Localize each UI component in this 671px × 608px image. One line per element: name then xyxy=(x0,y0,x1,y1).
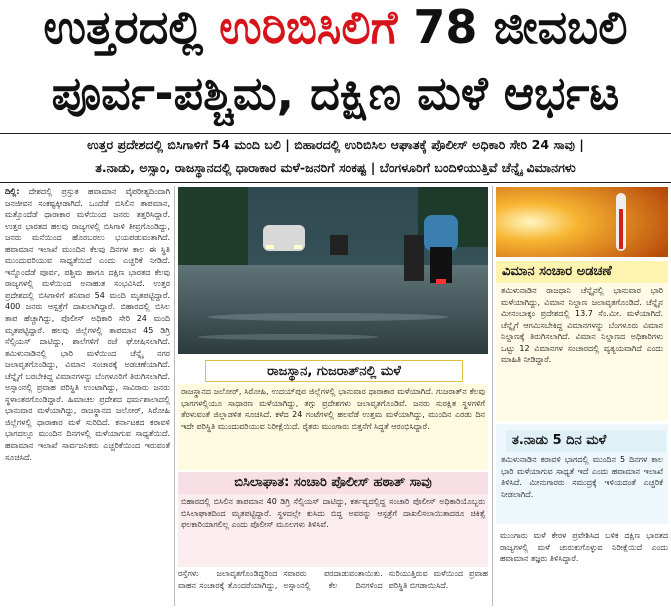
dateline: ದಿಲ್ಲಿ: xyxy=(5,187,20,196)
tn-rain-title: ತ.ನಾಡು 5 ದಿನ ಮಳೆ xyxy=(506,430,666,452)
headline-part-1: ಉತ್ತರದಲ್ಲಿ xyxy=(43,0,204,54)
column-divider xyxy=(492,186,493,606)
headline-red-word: ಉರಿಬಿಸಿಲಿಗೆ xyxy=(219,0,398,54)
flight-disruption-box xyxy=(496,261,668,421)
column-divider xyxy=(174,186,175,606)
deck-line-1: ಉತ್ತರ ಪ್ರದೇಶದಲ್ಲಿ ಬಿಸಿಗಾಳಿಗೆ 54 ಮಂದಿ ಬಲಿ | ಬಿಹಾರದಲ್ಲಿ ಉರಿಬಿಸಿಲ ಆಘಾತಕ್ಕೆ ಪೊಲೀಸ್ ಅಧಿಕಾರಿ ಸೇರಿ 24 ಸಾವು | xyxy=(87,137,584,152)
headline-line-2: ಪೂರ್ವ-ಪಶ್ಚಿಮ, ದಕ್ಷಿಣ ಮಳೆ ಆರ್ಭಟ xyxy=(51,66,620,120)
flight-disruption-title: ವಿಮಾನ ಸಂಚಾರ ಅಡಚಣೆ xyxy=(496,261,668,283)
rule-top xyxy=(0,133,671,134)
heatstroke-title: ಬಿಸಿಲಾಘಾತ: ಸಂಚಾರಿ ಪೊಲೀಸ್ ಹಠಾತ್ ಸಾವು xyxy=(178,472,488,494)
flooded-street-photo xyxy=(178,187,488,354)
monsoon-story-text: ಮುಂಗಾರು ಮಳೆ ಕೇರಳ ಪ್ರವೇಶಿಸಿದ ಬಳಿಕ ದಕ್ಷಿಣ ಭಾರತದ ರಾಜ್ಯಗಳಲ್ಲಿ ಮಳೆ ಚುರುಕುಗೊಳ್ಳುವ ನಿರೀಕ್ಷೆಯಿದೆ ಎಂದು ಹವಾಮಾನ ತಜ್ಞರು ತಿಳಿಸಿದ್ದಾರೆ. xyxy=(500,531,668,564)
headline-part-2: 78 ಜೀವಬಲಿ xyxy=(413,0,628,54)
lead-story-text: ದೇಶದಲ್ಲಿ ಪ್ರಸ್ತುತ ಹವಾಮಾನ ವೈಪರೀತ್ಯದಿಂದಾಗಿ ಜನಜೀವನ ಸಂಕಷ್ಟಕ್ಕೀಡಾಗಿದೆ. ಒಂದೆಡೆ ಬಿಸಿಲಿನ ತಾಪಮಾನ, ಮತ್ತೊಂದೆಡೆ ಧಾರಾಕಾರ ಮಳೆಯಿಂದ ಜನರು ತತ್ತರಿಸಿದ್ದಾರೆ. ಉತ್ತರ ಭಾರತದ ಹಲವು ರಾಜ್ಯಗಳಲ್ಲಿ ಬಿಸಿಗಾಳಿ ತೀವ್ರಗೊಂಡಿದ್ದು, ಜನರು ಮನೆಯಿಂದ ಹೊರಬರಲು ಭಯಪಡುವಂತಾಗಿದೆ. ಹವಾಮಾನ ಇಲಾಖೆ ಮುಂದಿನ ಕೆಲವು ದಿನಗಳ ಕಾಲ ಈ ಸ್ಥಿತಿ ಮುಂದುವರಿಯುವ ಸಾಧ್ಯತೆಯಿದೆ ಎಂದು ಎಚ್ಚರಿಕೆ ನೀಡಿದೆ. ಇನ್ನೊಂದೆಡೆ ಪೂರ್ವ, ಪಶ್ಚಿಮ ಹಾಗೂ ದಕ್ಷಿಣ ಭಾರತದ ಕೆಲವು ರಾಜ್ಯಗಳಲ್ಲಿ ಮಳೆಯಿಂದ ಅನಾಹುತ ಸಂಭವಿಸಿದೆ. ಉತ್ತರ ಪ್ರದೇಶದಲ್ಲಿ ಬಿಸಿಗಾಳಿಗೆ ಶನಿವಾರ 54 ಮಂದಿ ಮೃತಪಟ್ಟಿದ್ದಾರೆ. 400 ಜನರು ಆಸ್ಪತ್ರೆಗೆ ದಾಖಲಾಗಿದ್ದಾರೆ. ಬಿಹಾರದಲ್ಲಿ ಬಿಸಿಲ ತಾಪ ಹೆಚ್ಚಾಗಿದ್ದು, ಪೊಲೀಸ್ ಅಧಿಕಾರಿ ಸೇರಿ 24 ಮಂದಿ ಮೃತಪಟ್ಟಿದ್ದಾರೆ. ಹಲವು ಜಿಲ್ಲೆಗಳಲ್ಲಿ ತಾಪಮಾನ 45 ಡಿಗ್ರಿ ಸೆಲ್ಸಿಯಸ್ ದಾಟಿದ್ದು, ಶಾಲೆಗಳಿಗೆ ರಜೆ ಘೋಷಿಸಲಾಗಿದೆ. ತಮಿಳುನಾಡಿನಲ್ಲಿ ಭಾರಿ ಮಳೆಯಿಂದ ಚೆನ್ನೈ ನಗರ ಜಲಾವೃತಗೊಂಡಿದ್ದು, ವಿಮಾನ ಸಂಚಾರಕ್ಕೆ ಅಡಚಣೆಯಾಗಿದೆ. ಚೆನ್ನೈಗೆ ಬರಬೇಕಿದ್ದ ವಿಮಾನಗಳನ್ನು ಬೆಂಗಳೂರಿಗೆ ತಿರುಗಿಸಲಾಗಿದೆ. ಅಸ್ಸಾಂನಲ್ಲಿ ಪ್ರವಾಹ ಪರಿಸ್ಥಿತಿ ಉಂಟಾಗಿದ್ದು, ಸಾವಿರಾರು ಜನರು ಸ್ಥಳಾಂತರಗೊಂಡಿದ್ದಾರೆ. ಹಿಮಾಚಲ ಪ್ರದೇಶದ ಧರ್ಮಶಾಲಾದಲ್ಲಿ ಭಾನುವಾರ ಮಳೆಯಾಗಿದ್ದು, ರಾಜಸ್ಥಾನದ ಜಲೋರ್, ಸಿರೋಹಿ ಜಿಲ್ಲೆಗಳಲ್ಲಿ ಧಾರಾಕಾರ ಮಳೆ ಸುರಿದಿದೆ. ಕರ್ನಾಟಕದ ಕರಾವಳಿ ಭಾಗದಲ್ಲೂ ಮುಂದಿನ ದಿನಗಳಲ್ಲಿ ಮಳೆಯಾಗುವ ಸಾಧ್ಯತೆಯಿದೆ. ಹವಾಮಾನ ಇಲಾಖೆ ಸಾರ್ವಜನಿಕರು ಎಚ್ಚರಿಕೆಯಿಂದ ಇರುವಂತೆ ಸೂಚಿಸಿದೆ. xyxy=(5,187,170,462)
heatstroke-box xyxy=(178,472,488,567)
rajasthan-rain-text: ರಾಜಸ್ಥಾನದ ಜಲೋರ್, ಸಿರೋಹಿ, ಉದಯ್‌ಪುರ ಜಿಲ್ಲೆಗಳಲ್ಲಿ ಭಾನುವಾರ ಧಾರಾಕಾರ ಮಳೆಯಾಗಿದೆ. ಗುಜರಾತ್‌ನ ಕೆಲವು ಭಾಗಗಳಲ್ಲಿಯೂ ಸಾಧಾರಣ ಮಳೆಯಾಗಿದ್ದು, ತಗ್ಗು ಪ್ರದೇಶಗಳು ಜಲಾವೃತಗೊಂಡಿವೆ. ಜನರು ಸುರಕ್ಷಿತ ಸ್ಥಳಗಳಿಗೆ ತೆರಳುವಂತೆ ಜಿಲ್ಲಾಡಳಿತ ಸೂಚಿಸಿದೆ. ಕಳೆದ 24 ಗಂಟೆಗಳಲ್ಲಿ ಹಲವೆಡೆ ಉತ್ತಮ ಮಳೆಯಾಗಿದ್ದು, ಮುಂದಿನ ಎರಡು ದಿನ ಇದೇ ಪರಿಸ್ಥಿತಿ ಮುಂದುವರಿಯುವ ನಿರೀಕ್ಷೆಯಿದೆ. ರೈತರು ಮುಂಗಾರು ಬಿತ್ತನೆಗೆ ಸಿದ್ಧತೆ ಆರಂಭಿಸಿದ್ದಾರೆ. xyxy=(181,387,485,431)
heat-sun-photo xyxy=(496,187,668,257)
deck-line-2: ತ.ನಾಡು, ಅಸ್ಸಾಂ, ರಾಜಸ್ಥಾನದಲ್ಲಿ ಧಾರಾಕಾರ ಮಳೆ-ಜನರಿಗೆ ಸಂಕಷ್ಟ | ಬೆಂಗಳೂರಿಗೆ ಬಂದಿಳಿಯುತ್ತಿವೆ ಚೆನ್ನೈ ವಿಮಾನಗಳು xyxy=(95,160,576,175)
bottom-story-text: ರಸ್ತೆಗಳು ಜಲಾವೃತಗೊಂಡಿದ್ದರಿಂದ ವಾಹನ ಸಂಚಾರಕ್ಕೆ ತೊಂದರೆಯಾಗಿದ್ದು, ಸವಾರರು ಪರದಾಡುವಂತಾಯಿತು. ಅಸ್ಸಾಂನಲ್ಲಿ ಕೆಲ ದಿನಗಳಿಂದ ಸುರಿಯುತ್ತಿರುವ ಮಳೆಯಿಂದ ಪ್ರವಾಹ ಪರಿಸ್ಥಿತಿ ಬಿಗಡಾಯಿಸಿದೆ. xyxy=(178,569,488,590)
rajasthan-rain-box xyxy=(178,384,488,470)
headline-line-1 xyxy=(0,0,671,54)
heatstroke-text: ಬಿಹಾರದಲ್ಲಿ ಬಿಸಿಲಿನ ತಾಪಮಾನ 40 ಡಿಗ್ರಿ ಸೆಲ್ಸಿಯಸ್ ದಾಟಿದ್ದು, ಕರ್ತವ್ಯದಲ್ಲಿದ್ದ ಸಂಚಾರಿ ಪೊಲೀಸ್ ಅಧಿಕಾರಿಯೊಬ್ಬರು ಬಿಸಿಲಾಘಾತದಿಂದ ಮೃತಪಟ್ಟಿದ್ದಾರೆ. ಸ್ಥಳದಲ್ಲೇ ಕುಸಿದು ಬಿದ್ದ ಅವರನ್ನು ಆಸ್ಪತ್ರೆಗೆ ದಾಖಲಿಸಲಾಯಿತಾದರೂ ಚಿಕಿತ್ಸೆ ಫಲಕಾರಿಯಾಗಲಿಲ್ಲ ಎಂದು ಪೊಲೀಸ್ ಮೂಲಗಳು ತಿಳಿಸಿವೆ. xyxy=(181,497,485,530)
lead-story-column xyxy=(5,186,170,606)
rajasthan-rain-title: ರಾಜಸ್ಥಾನ, ಗುಜರಾತ್‌ನಲ್ಲಿ ಮಳೆ xyxy=(205,360,463,382)
rule-bottom xyxy=(0,182,671,183)
flight-disruption-text: ತಮಿಳುನಾಡಿನ ರಾಜಧಾನಿ ಚೆನ್ನೈನಲ್ಲಿ ಭಾನುವಾರ ಭಾರಿ ಮಳೆಯಾಗಿದ್ದು, ವಿಮಾನ ನಿಲ್ದಾಣ ಜಲಾವೃತಗೊಂಡಿದೆ. ಚೆನ್ನೈನ ಮೀನಂಬಾಕ್ಕಂ ಪ್ರದೇಶದಲ್ಲಿ 13.7 ಸೆಂ.ಮೀ. ಮಳೆಯಾಗಿದೆ. ಚೆನ್ನೈಗೆ ಆಗಮಿಸಬೇಕಿದ್ದ ವಿಮಾನಗಳನ್ನು ಬೆಂಗಳೂರು ವಿಮಾನ ನಿಲ್ದಾಣಕ್ಕೆ ತಿರುಗಿಸಲಾಗಿದೆ. ವಿಮಾನ ನಿಲ್ದಾಣದ ಅಧಿಕಾರಿಗಳು ಒಟ್ಟು 12 ವಿಮಾನಗಳ ಸಂಚಾರದಲ್ಲಿ ವ್ಯತ್ಯಯವಾಗಿದೆ ಎಂದು ಮಾಹಿತಿ ನೀಡಿದ್ದಾರೆ. xyxy=(501,286,663,365)
tn-rain-text: ತಮಿಳುನಾಡಿನ ಕರಾವಳಿ ಭಾಗದಲ್ಲಿ ಮುಂದಿನ 5 ದಿನಗಳ ಕಾಲ ಭಾರಿ ಮಳೆಯಾಗುವ ಸಾಧ್ಯತೆ ಇದೆ ಎಂದು ಹವಾಮಾನ ಇಲಾಖೆ ತಿಳಿಸಿದೆ. ಮೀನುಗಾರರು ಸಮುದ್ರಕ್ಕೆ ಇಳಿಯದಂತೆ ಎಚ್ಚರಿಕೆ ನೀಡಲಾಗಿದೆ. xyxy=(501,455,663,499)
